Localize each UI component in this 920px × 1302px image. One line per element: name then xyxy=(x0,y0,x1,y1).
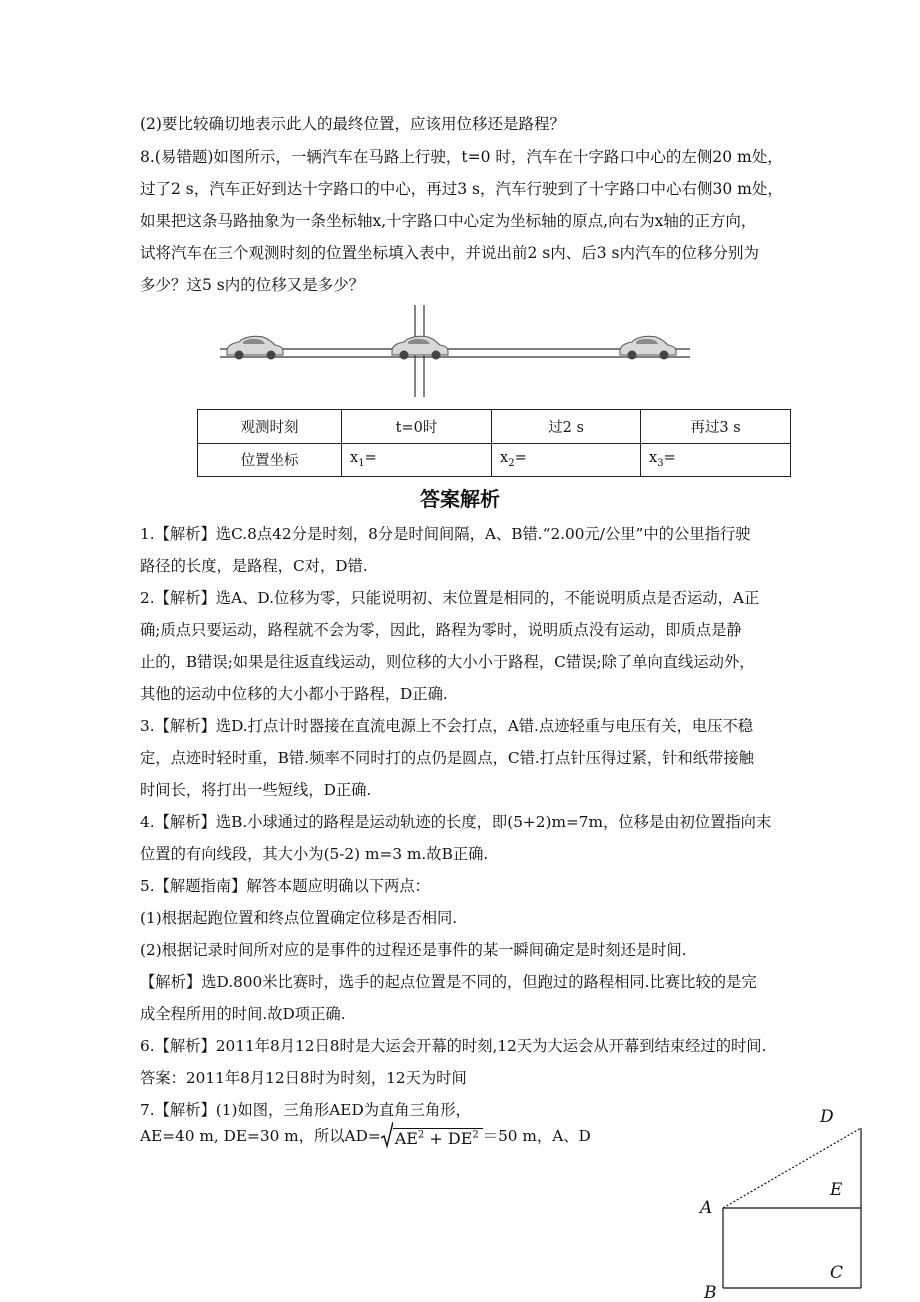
answer-line: 【解析】选D.800米比赛时，选手的起点位置是不同的，但跑过的路程相同.比赛比较的是完 xyxy=(140,973,757,991)
exponent: 2 xyxy=(417,1129,425,1141)
radical-sign-icon xyxy=(381,1122,393,1148)
table-header-cell: 观测时刻 xyxy=(198,410,342,444)
equals-sign: = xyxy=(364,450,377,467)
answer-line: 5.【解题指南】解答本题应明确以下两点： xyxy=(140,877,430,895)
x-var: x xyxy=(649,450,658,467)
x-var: x xyxy=(500,450,509,467)
radicand-de: DE xyxy=(447,1129,473,1148)
question-8-line-2: 过了2 s，汽车正好到达十字路口的中心，再过3 s，汽车行驶到了十字路口中心右侧30 m处， xyxy=(140,180,783,198)
label-d: D xyxy=(820,1107,834,1127)
question-8-line-5: 多少？这5 s内的位移又是多少？ xyxy=(140,276,365,294)
label-b: B xyxy=(704,1283,717,1302)
car-icon xyxy=(392,336,448,359)
answer-line: (2)根据记录时间所对应的是事件的过程还是事件的某一瞬间确定是时刻还是时间. xyxy=(140,941,687,959)
exponent: 2 xyxy=(472,1129,479,1141)
answer-line: 位置的有向线段，其大小为(5-2) m=3 m.故B正确. xyxy=(140,845,489,863)
answer-line: (1)根据起跑位置和终点位置确定位移是否相同. xyxy=(140,909,458,927)
equals-sign: = xyxy=(663,450,676,467)
answer-line: 成全程所用的时间.故D项正确. xyxy=(140,1005,346,1023)
x-subscript: 2 xyxy=(508,458,515,470)
plus-sign: + xyxy=(429,1129,443,1148)
position-x2-cell[interactable] xyxy=(492,443,641,477)
x-subscript: 3 xyxy=(657,458,664,470)
answer-formula-line xyxy=(140,1124,591,1150)
answer-line: 1.【解析】选C.8点42分是时刻，8分是时间间隔，A、B错.“2.00元/公里”中的公里指行驶 xyxy=(140,525,751,543)
formula-suffix: ＝50 m，A、D xyxy=(482,1127,591,1145)
label-c: C xyxy=(830,1263,844,1283)
question-8-line-4: 试将汽车在三个观测时刻的位置坐标填入表中，并说出前2 s内、后3 s内汽车的位移分别为 xyxy=(140,244,759,262)
table-header-cell: 再过3 s xyxy=(641,410,791,444)
answer-line: 2.【解析】选A、D.位移为零，只能说明初、末位置是相同的，不能说明质点是否运动，A正 xyxy=(140,589,760,607)
answer-line: 答案：2011年8月12日8时为时刻，12天为时间 xyxy=(140,1069,467,1087)
answer-line: 其他的运动中位移的大小都小于路程，D正确. xyxy=(140,685,448,703)
x-var: x xyxy=(350,450,359,467)
triangle-aed-figure xyxy=(690,1100,920,1302)
answer-line: 止的，B错误;如果是往返直线运动，则位移的大小小于路程，C错误;除了单向直线运动外， xyxy=(140,653,755,671)
observation-table xyxy=(197,409,791,477)
answer-line: 7.【解析】(1)如图，三角形AED为直角三角形， xyxy=(140,1101,471,1119)
question-8-line-3: 如果把这条马路抽象为一条坐标轴x,十字路口中心定为坐标轴的原点,向右为x轴的正方向， xyxy=(140,212,757,230)
question-8-line-1: 8.(易错题)如图所示，一辆汽车在马路上行驶，t=0 时，汽车在十字路口中心的左侧20 m处， xyxy=(140,148,783,166)
equals-sign: = xyxy=(514,450,527,467)
label-a: A xyxy=(700,1198,713,1218)
road-intersection-figure xyxy=(220,305,700,400)
formula-prefix: AE=40 m, DE=30 m，所以AD= xyxy=(140,1127,381,1145)
position-x3-cell[interactable] xyxy=(641,443,791,477)
table-header-cell: 过2 s xyxy=(492,410,641,444)
table-row-label: 位置坐标 xyxy=(198,443,342,477)
answer-line: 确;质点只要运动，路程就不会为零，因此，路程为零时，说明质点没有运动，即质点是静 xyxy=(140,621,742,639)
car-icon xyxy=(620,336,676,359)
x-subscript: 1 xyxy=(358,458,365,470)
answer-line: 4.【解析】选B.小球通过的路程是运动轨迹的长度，即(5+2)m=7m，位移是由初位置指向末 xyxy=(140,813,772,831)
table-header-cell: t=0时 xyxy=(342,410,492,444)
answers-title: 答案解析 xyxy=(420,487,500,511)
answer-line: 3.【解析】选D.打点计时器接在直流电源上不会打点，A错.点迹轻重与电压有关，电压不稳 xyxy=(140,717,754,735)
car-icon xyxy=(227,336,283,359)
table-row xyxy=(198,443,791,477)
square-root-expression xyxy=(381,1122,483,1148)
position-x1-cell[interactable] xyxy=(342,443,492,477)
table-row xyxy=(198,410,791,444)
answer-line: 路径的长度，是路程，C对，D错. xyxy=(140,557,368,575)
answer-line: 6.【解析】2011年8月12日8时是大运会开幕的时刻,12天为大运会从开幕到结束经过的时间. xyxy=(140,1037,767,1055)
label-e: E xyxy=(830,1180,843,1200)
answer-line: 定，点迹时轻时重，B错.频率不同时打的点仍是圆点，C错.打点针压得过紧，针和纸带接触 xyxy=(140,749,754,767)
answer-line: 时间长，将打出一些短线，D正确. xyxy=(140,781,372,799)
question-7-part-2: (2)要比较确切地表示此人的最终位置，应该用位移还是路程？ xyxy=(140,115,565,133)
radicand-ae: AE xyxy=(394,1129,418,1148)
